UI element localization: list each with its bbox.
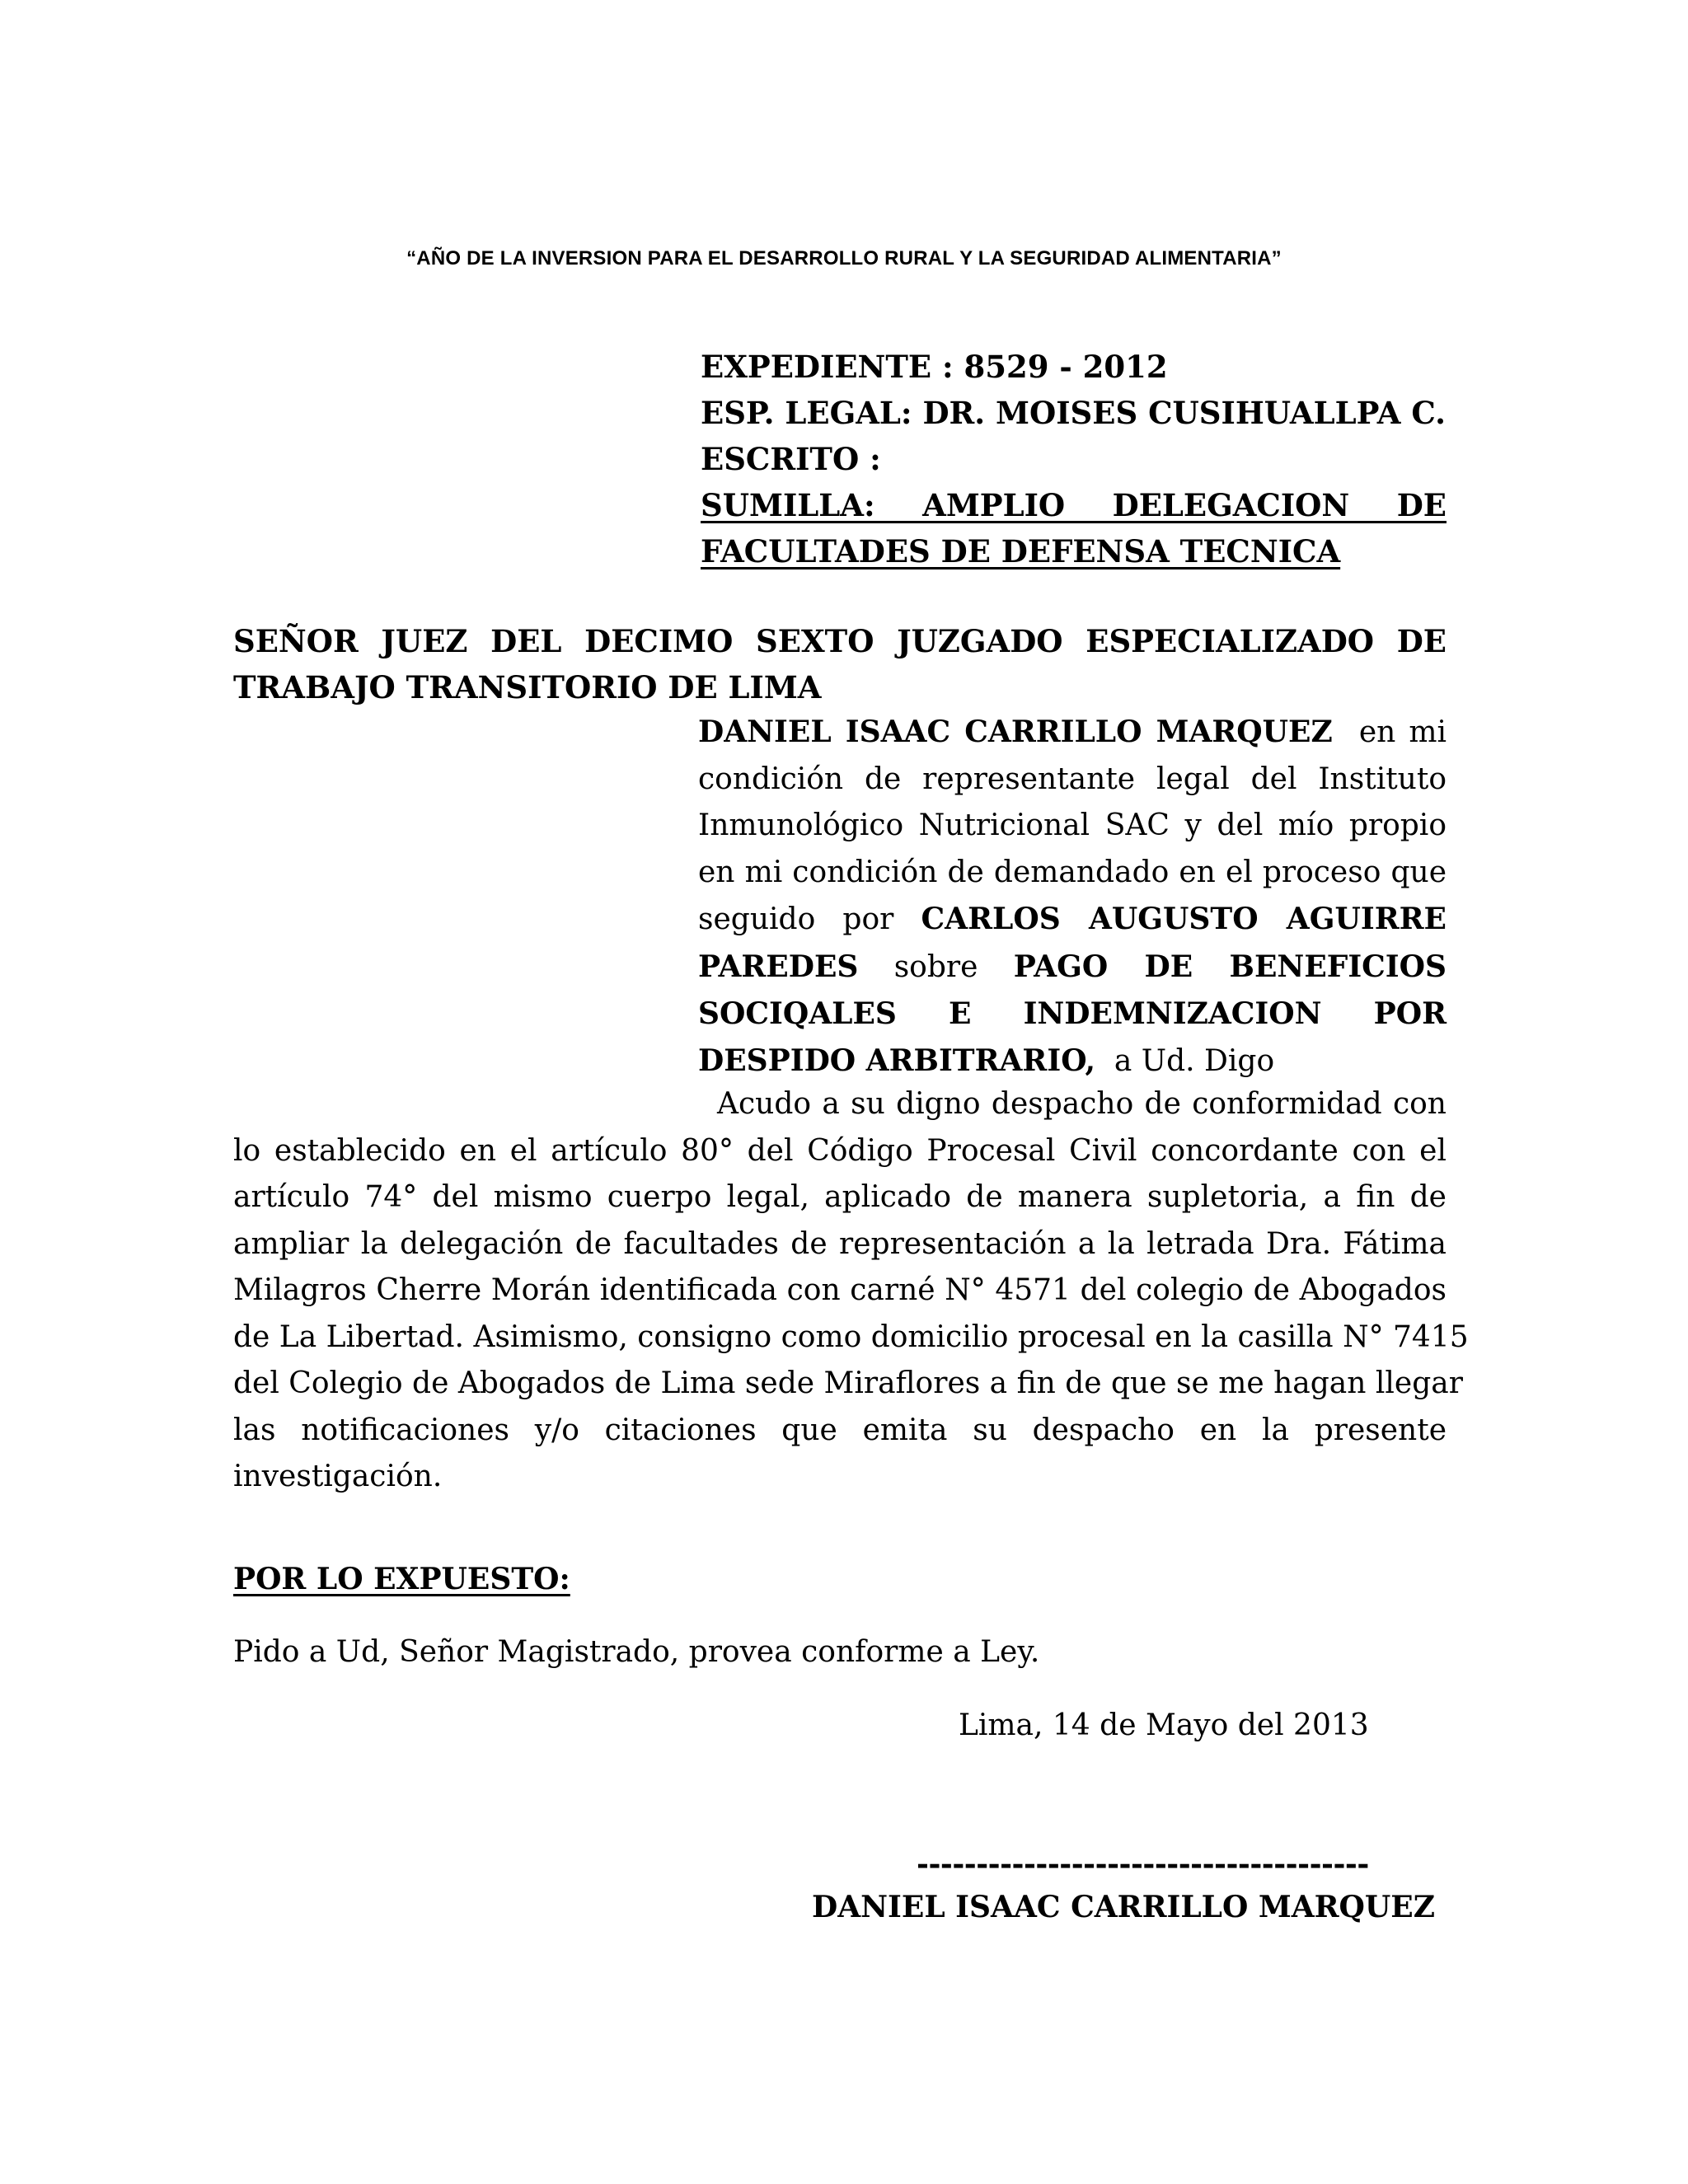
expediente: EXPEDIENTE : 8529 - 2012 [701, 349, 1168, 385]
case-subject-2: SOCIQALES E INDEMNIZACION POR [698, 996, 1447, 1031]
case-header [701, 344, 1447, 574]
esp-legal: ESP. LEGAL: DR. MOISES CUSIHUALLPA C. [701, 395, 1447, 431]
body-line-5: Milagros Cherre Morán identificada con carné N° 4571 del colegio de Abogados [233, 1273, 1447, 1307]
sumilla-line-1: SUMILLA: AMPLIO DELEGACION DE [701, 487, 1447, 523]
addressee-line-1: SEÑOR JUEZ DEL DECIMO SEXTO JUZGADO ESPECIALIZADO DE [233, 623, 1447, 659]
body-line-8: las notificaciones y/o citaciones que emita su despacho en la presente [233, 1413, 1447, 1447]
escrito: ESCRITO : [701, 441, 881, 477]
body-line-9: investigación. [233, 1460, 443, 1493]
plaintiff-name: CARLOS AUGUSTO AGUIRRE [921, 902, 1447, 936]
signature-name: DANIEL ISAAC CARRILLO MARQUEZ [812, 1890, 1436, 1924]
addressee [233, 618, 1447, 710]
body-line-2: lo establecido en el artículo 80° del Código Procesal Civil concordante con el [233, 1133, 1447, 1168]
body-line-1: Acudo a su digno despacho de conformidad con [717, 1087, 1447, 1121]
intro-line-2: condición de representante legal del Instituto [698, 762, 1447, 796]
body-line-4: ampliar la delegación de facultades de representación a la letrada Dra. Fátima [233, 1226, 1447, 1261]
body-line-3: artículo 74° del mismo cuerpo legal, aplicado de manera supletoria, a fin de [233, 1180, 1447, 1214]
plaintiff-surname: PAREDES [698, 949, 859, 984]
sumilla-line-2: FACULTADES DE DEFENSA TECNICA [701, 533, 1341, 569]
case-subject-3: DESPIDO ARBITRARIO, [698, 1043, 1095, 1078]
intro-line-4: en mi condición de demandado en el proceso que [698, 855, 1447, 889]
intro-line-5a: seguido por [698, 902, 894, 936]
closing-heading: POR LO EXPUESTO: [233, 1562, 570, 1596]
signature-line: -------------------------------------- [917, 1847, 1369, 1882]
case-subject-1: PAGO DE BENEFICIOS [1013, 949, 1447, 984]
intro-name: DANIEL ISAAC CARRILLO MARQUEZ [698, 715, 1333, 749]
intro-line-3: Inmunológico Nutricional SAC y del mío propio [698, 808, 1447, 842]
body-paragraph [233, 1081, 1469, 1501]
addressee-line-2: TRABAJO TRANSITORIO DE LIMA [233, 669, 822, 705]
intro-closing: a Ud. Digo [1114, 1043, 1275, 1078]
intro-text: en mi [1358, 715, 1447, 749]
body-line-7: del Colegio de Abogados de Lima sede Miraflores a fin de que se me hagan llegar [233, 1366, 1463, 1400]
header-motto: “AÑO DE LA INVERSION PARA EL DESARROLLO RURAL Y LA SEGURIDAD ALIMENTARIA” [406, 247, 1282, 269]
intro-line-6b: sobre [893, 949, 978, 984]
body-line-6: de La Libertad. Asimismo, consigno como domicilio procesal en la casilla N° 7415 [233, 1319, 1469, 1354]
date-line: Lima, 14 de Mayo del 2013 [959, 1708, 1369, 1742]
intro-paragraph [698, 709, 1447, 1085]
closing-request: Pido a Ud, Señor Magistrado, provea conforme a Ley. [233, 1635, 1040, 1669]
